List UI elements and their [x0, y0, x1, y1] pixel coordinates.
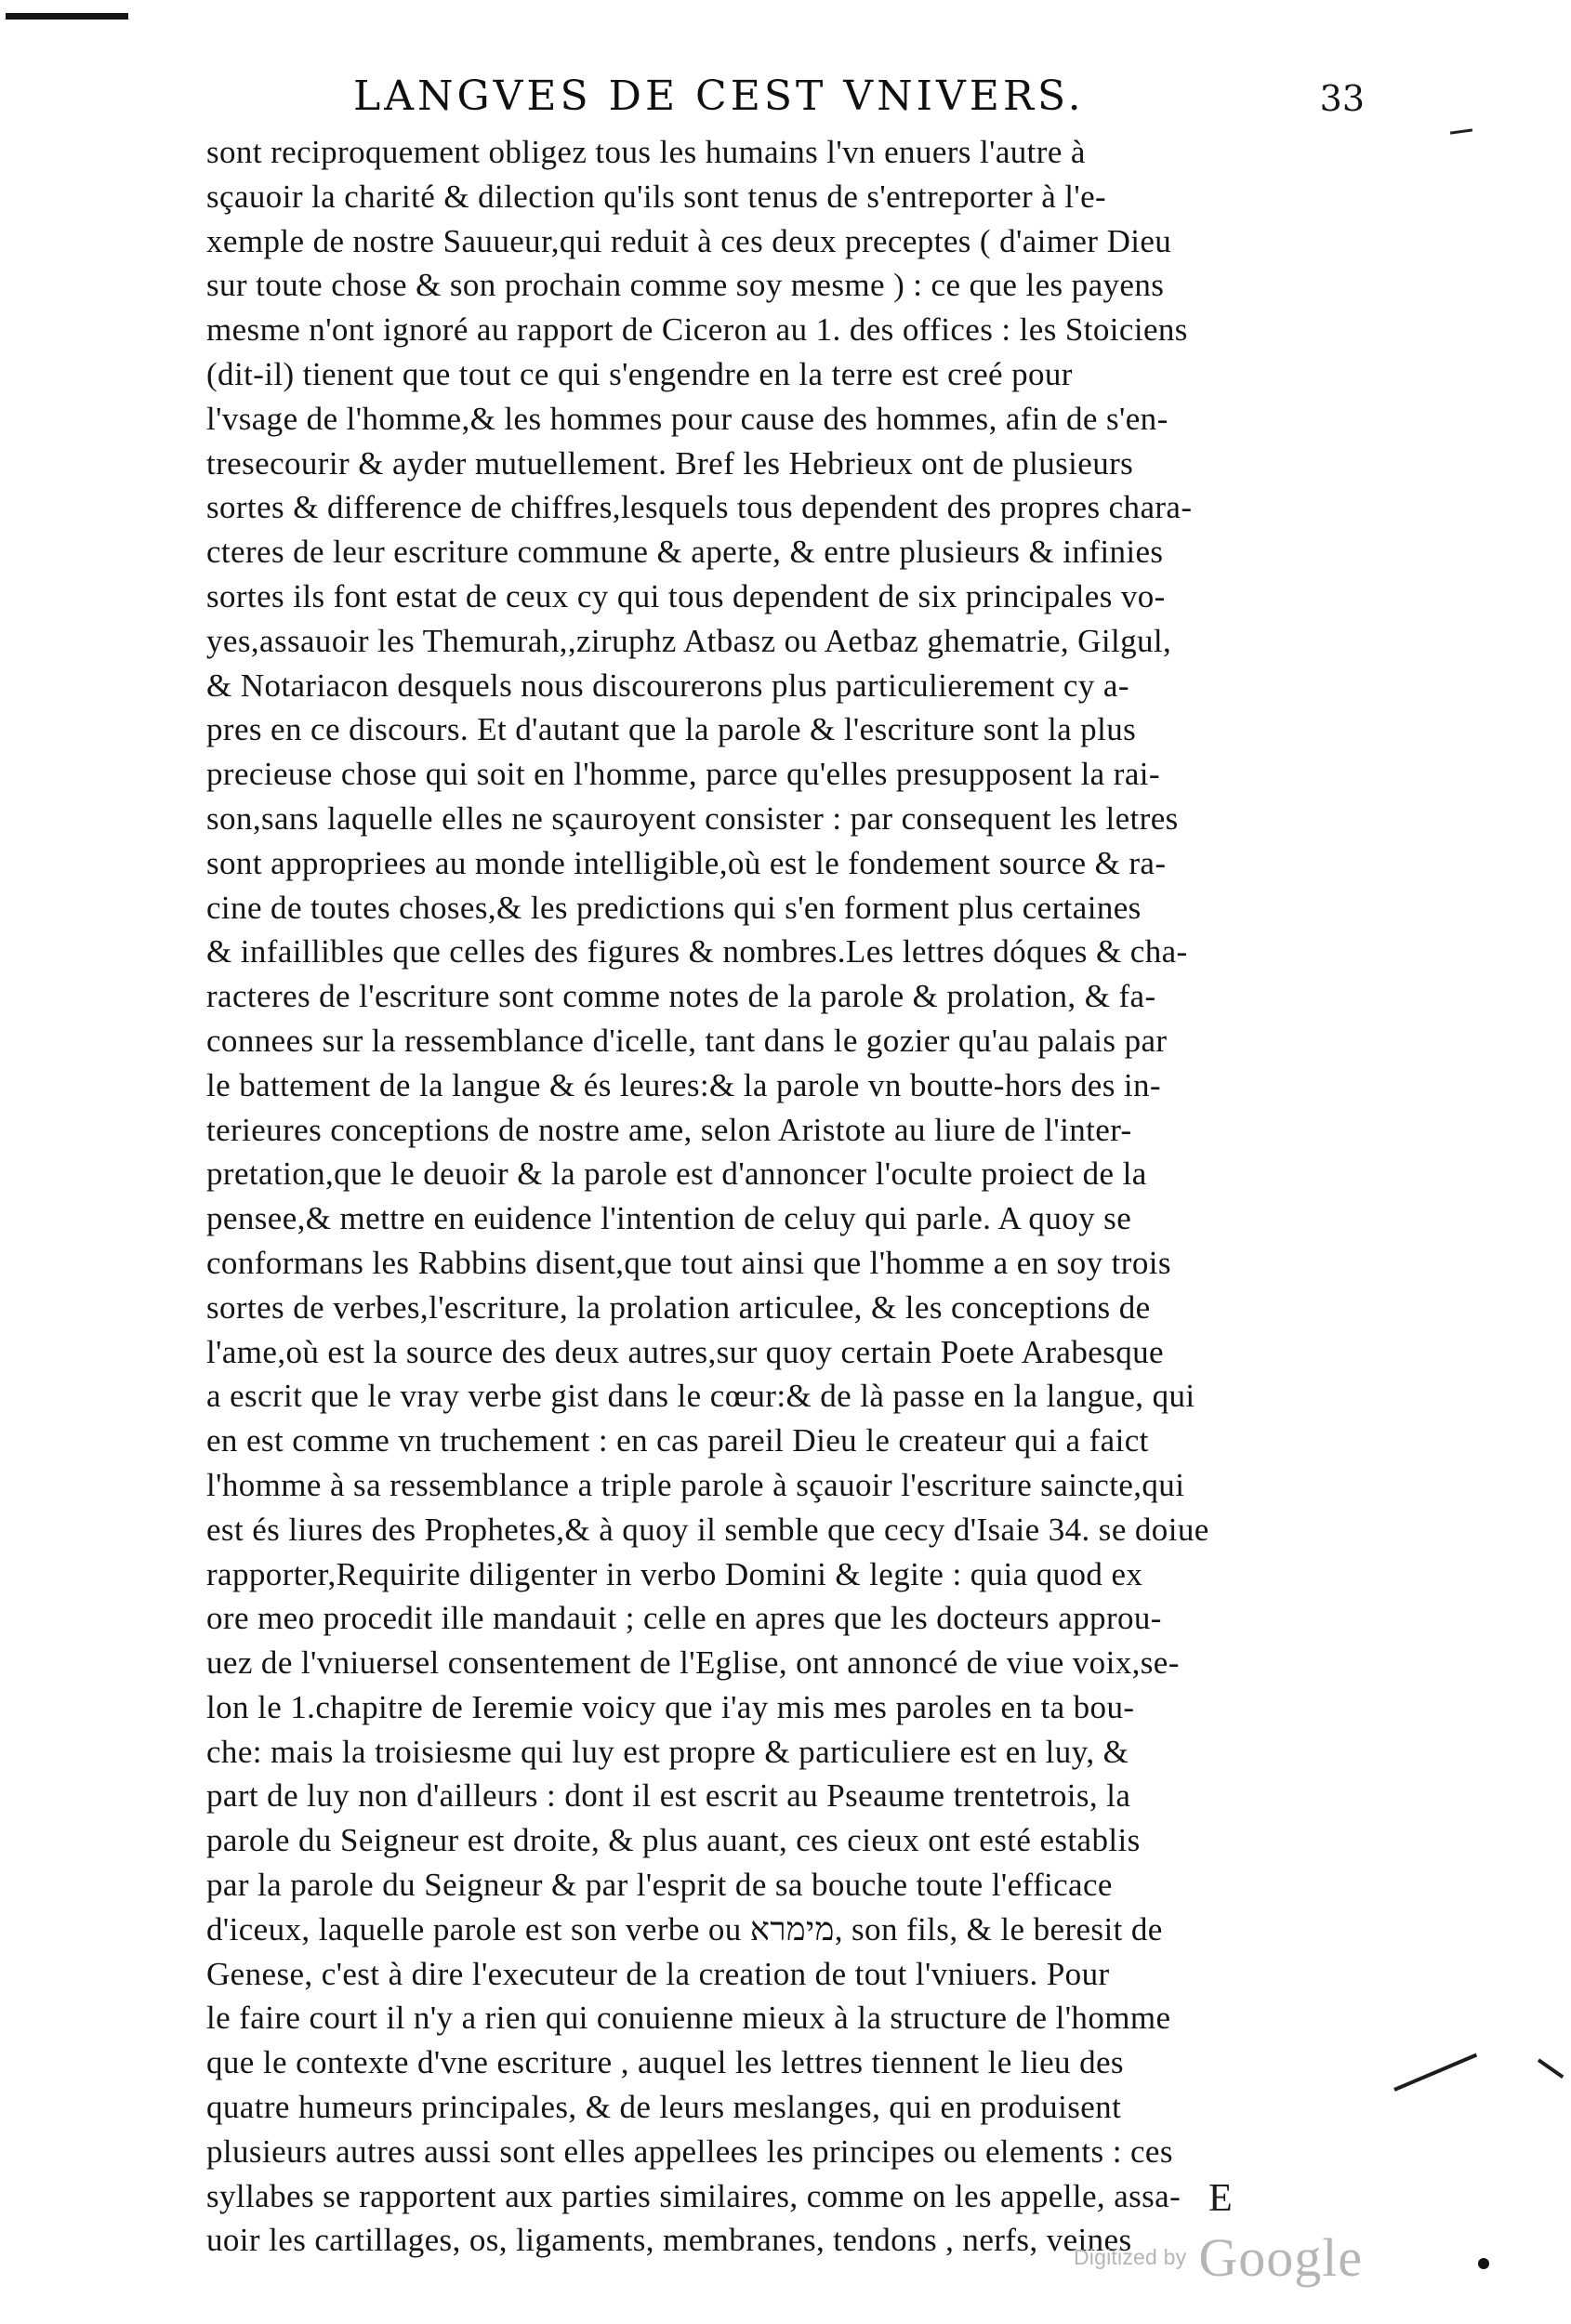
text-line: & Notariacon desquels nous discourerons plus particulierement cy a- — [206, 667, 1129, 704]
text-line: le faire court il n'y a rien qui conuienne mieux à la structure de l'homme — [206, 2000, 1171, 2037]
text-line: sur toute chose & son prochain comme soy mesme ) : ce que les payens — [206, 267, 1165, 304]
text-line: precieuse chose qui soit en l'homme, parce qu'elles presupposent la rai- — [206, 756, 1160, 793]
text-line: uez de l'vniuersel consentement de l'Eglise, ont annoncé de viue voix,se- — [206, 1644, 1180, 1682]
text-line: cine de toutes choses,& les predictions qui s'en forment plus certaines — [206, 889, 1142, 926]
text-line: en est comme vn truchement : en cas pareil Dieu le createur qui a faict — [206, 1422, 1149, 1459]
signature-mark: E — [1208, 2177, 1233, 2220]
page-number: 33 — [1319, 78, 1365, 119]
text-line: yes,assauoir les Themurah,,ziruphz Atbasz ou Aetbaz ghematrie, Gilgul, — [206, 622, 1172, 659]
digitized-label: Digitized by — [1074, 2245, 1187, 2269]
text-line: lon le 1.chapitre de Ieremie voicy que i'ay mis mes paroles en ta bou- — [206, 1688, 1135, 1725]
text-line: parole du Seigneur est droite, & plus auant, ces cieux ont esté establis — [206, 1822, 1141, 1859]
margin-dash-mark — [1450, 128, 1472, 134]
text-line: tresecourir & ayder mutuellement. Bref les Hebrieux ont de plusieurs — [206, 444, 1134, 482]
text-line: conformans les Rabbins disent,que tout ainsi que l'homme a en soy trois — [206, 1244, 1171, 1281]
google-brand: Google — [1198, 2227, 1364, 2288]
text-line: & infaillibles que celles des figures & nombres.Les lettres dóques & cha- — [206, 933, 1188, 971]
digitized-by-google-watermark — [1074, 2226, 1363, 2288]
text-line: pres en ce discours. Et d'autant que la parole & l'escriture sont la plus — [206, 711, 1137, 748]
text-line: Genese, c'est à dire l'executeur de la creation de tout l'vniuers. Pour — [206, 1955, 1110, 1992]
text-line: pretation,que le deuoir & la parole est d'annoncer l'oculte proiect de la — [206, 1155, 1147, 1193]
text-line: pensee,& mettre en euidence l'intention de celuy qui parle. A quoy se — [206, 1200, 1132, 1237]
text-line: sont appropriees au monde intelligible,où est le fondement source & ra- — [206, 844, 1167, 881]
text-line: sçauoir la charité & dilection qu'ils sont tenus de s'entreporter à l'e- — [206, 178, 1107, 215]
text-line: a escrit que le vray verbe gist dans le cœur:& de là passe en la langue, qui — [206, 1378, 1195, 1415]
text-line: plusieurs autres aussi sont elles appellees les principes ou elements : ces — [206, 2133, 1173, 2170]
text-line: syllabes se rapportent aux parties similaires, comme on les appelle, assa- — [206, 2177, 1182, 2214]
text-line: quatre humeurs principales, & de leurs meslanges, qui en produisent — [206, 2089, 1122, 2126]
top-left-ink-rule — [6, 13, 128, 20]
margin-pen-stroke-tip — [1538, 2058, 1564, 2079]
running-title: LANGVES DE CEST VNIVERS. — [353, 73, 1085, 120]
text-line: rapporter,Requirite diligenter in verbo Domini & legite : quia quod ex — [206, 1555, 1143, 1592]
text-line: part de luy non d'ailleurs : dont il est escrit au Pseaume trentetrois, la — [206, 1777, 1131, 1815]
text-line: que le contexte d'vne escriture , auquel les lettres tiennent le lieu des — [206, 2044, 1124, 2081]
text-line: mesme n'ont ignoré au rapport de Ciceron au 1. des offices : les Stoiciens — [206, 311, 1188, 349]
text-line: sortes de verbes,l'escriture, la prolation articulee, & les conceptions de — [206, 1288, 1151, 1326]
text-line: le battement de la langue & és leures:& la parole vn boutte-hors des in- — [206, 1066, 1161, 1103]
ink-dot-mark — [1478, 2258, 1489, 2269]
text-line: sortes & difference de chiffres,lesquels tous dependent des propres chara- — [206, 489, 1193, 526]
text-line: d'iceux, laquelle parole est son verbe ou מימרא, son fils, & le beresit de — [206, 1910, 1163, 1948]
text-line: terieures conceptions de nostre ame, selon Aristote au liure de l'inter- — [206, 1111, 1132, 1148]
text-line: est és liures des Prophetes,& à quoy il semble que cecy d'Isaie 34. se doiue — [206, 1511, 1209, 1548]
text-line: par la parole du Seigneur & par l'esprit de sa bouche toute l'efficace — [206, 1867, 1113, 1904]
text-line: son,sans laquelle elles ne sçauroyent consister : par consequent les letres — [206, 799, 1179, 837]
text-line: xemple de nostre Sauueur,qui reduit à ces deux preceptes ( d'aimer Dieu — [206, 222, 1172, 259]
text-line: sont reciproquement obligez tous les humains l'vn enuers l'autre à — [206, 134, 1086, 170]
text-line: connees sur la ressemblance d'icelle, tant dans le gozier qu'au palais par — [206, 1022, 1168, 1059]
text-line: (dit-il) tienent que tout ce qui s'engendre en la terre est creé pour — [206, 355, 1073, 392]
margin-pen-stroke — [1393, 2053, 1477, 2092]
body-text-block — [206, 130, 1366, 2263]
text-line: sortes ils font estat de ceux cy qui tous dependent de six principales vo- — [206, 577, 1166, 614]
text-line: l'vsage de l'homme,& les hommes pour cause des hommes, afin de s'en- — [206, 400, 1168, 437]
text-line: racteres de l'escriture sont comme notes de la parole & prolation, & fa- — [206, 978, 1156, 1015]
text-line: che: mais la troisiesme qui luy est propre & particuliere est en luy, & — [206, 1733, 1129, 1770]
text-line: ore meo procedit ille mandauit ; celle en apres que les docteurs approu- — [206, 1600, 1162, 1637]
text-line: uoir les cartillages, os, ligaments, membranes, tendons , nerfs, veines — [206, 2222, 1132, 2259]
text-line: cteres de leur escriture commune & aperte, & entre plusieurs & infinies — [206, 534, 1164, 571]
text-line: l'ame,où est la source des deux autres,sur quoy certain Poete Arabesque — [206, 1333, 1164, 1370]
text-line: l'homme à sa ressemblance a triple parole à sçauoir l'escriture saincte,qui — [206, 1466, 1185, 1503]
